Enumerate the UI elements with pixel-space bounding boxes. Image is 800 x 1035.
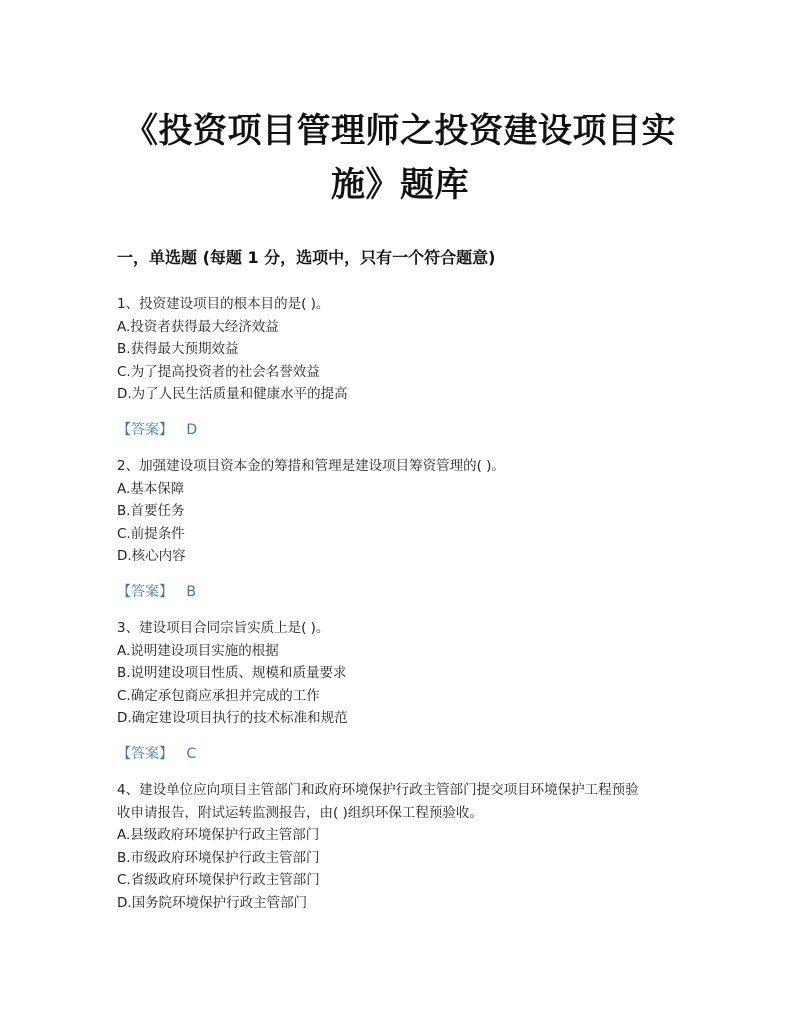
document-title	[100, 104, 700, 212]
option-d: D.核心内容	[117, 548, 186, 564]
answer-line	[117, 419, 687, 441]
question-1	[117, 293, 687, 441]
option-a: A.基本保障	[117, 480, 185, 497]
answer-value: D	[186, 421, 198, 438]
section-heading: 一，单选题 (每题 1 分，选项中，只有一个符合题意)	[117, 248, 496, 267]
answer-label: 【答案】	[117, 421, 173, 438]
option-d: D.确定建设项目执行的技术标准和规范	[117, 710, 348, 726]
answer-value: C	[186, 745, 197, 762]
option-b: B.市级政府环境保护行政主管部门	[117, 849, 320, 866]
answer-line	[117, 743, 687, 765]
option-c: C.前提条件	[117, 525, 185, 542]
option-b: B.获得最大预期效益	[117, 341, 239, 357]
option-a: A.说明建设项目实施的根据	[117, 642, 279, 659]
question-4	[117, 779, 687, 914]
question-2	[117, 455, 687, 603]
question-stem-line-1: 4、建设单位应向项目主管部门和政府环境保护行政主管部门提交项目环境保护工程预验	[117, 782, 639, 798]
answer-label: 【答案】	[117, 583, 173, 600]
option-c: C.省级政府环境保护行政主管部门	[117, 872, 320, 888]
option-c: C.为了提高投资者的社会名誉效益	[117, 363, 320, 380]
option-d: D.为了人民生活质量和健康水平的提高	[117, 386, 348, 402]
question-stem-line-2: 收申请报告，附试运转监测报告，由( )组织环保工程预验收。	[117, 804, 483, 821]
option-b: B.说明建设项目性质、规模和质量要求	[117, 665, 347, 681]
option-c: C.确定承包商应承担并完成的工作	[117, 687, 320, 704]
question-stem: 2、加强建设项目资本金的筹措和管理是建设项目筹资管理的( )。	[117, 458, 505, 474]
title-line-1: 《投资项目管理师之投资建设项目实	[124, 111, 676, 151]
question-stem: 1、投资建设项目的根本目的是( )。	[117, 296, 330, 312]
title-line-2: 施》题库	[331, 165, 469, 205]
question-3	[117, 617, 687, 765]
answer-value: B	[186, 583, 196, 600]
option-a: A.投资者获得最大经济效益	[117, 318, 279, 335]
option-b: B.首要任务	[117, 503, 185, 519]
answer-label: 【答案】	[117, 745, 173, 762]
answer-line	[117, 581, 687, 603]
option-d: D.国务院环境保护行政主管部门	[117, 894, 308, 911]
option-a: A.县级政府环境保护行政主管部门	[117, 827, 320, 843]
question-stem: 3、建设项目合同宗旨实质上是( )。	[117, 620, 330, 636]
